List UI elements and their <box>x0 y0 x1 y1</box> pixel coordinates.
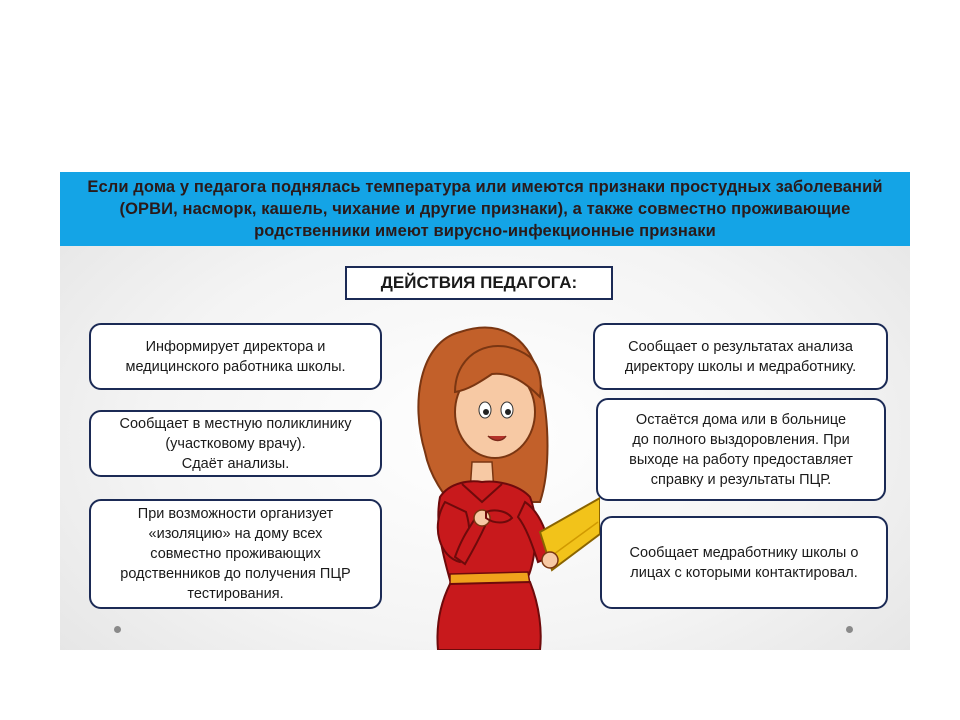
hand-right <box>542 552 558 568</box>
skirt <box>438 582 541 650</box>
banner <box>60 172 910 246</box>
decor-dot-right <box>846 626 853 633</box>
banner-text: Если дома у педагога поднялась температура или имеются признаки простудных заболеваний (ОРВИ, насморк, кашель, чихание и другие признаки), а также совместно проживающие родственники имеют вирусно-инфекционные признаки <box>87 178 883 240</box>
card-inform-director: Информирует директора и медицинского работника школы. <box>89 323 382 390</box>
teacher-illustration <box>400 312 600 650</box>
card-report-results: Сообщает о результатах анализа директору школы и медработнику. <box>593 323 888 390</box>
slide <box>60 172 910 650</box>
decor-dot-left <box>114 626 121 633</box>
card-stay-home: Остаётся дома или в больнице до полного выздоровления. При выходе на работу предоставляет справку и результаты ПЦР. <box>596 398 886 501</box>
card-polyclinic: Сообщает в местную поликлинику (участковому врачу). Сдаёт анализы. <box>89 410 382 477</box>
page-title: ДЕЙСТВИЯ ПЕДАГОГА: <box>345 266 613 300</box>
card-contacts: Сообщает медработнику школы о лицах с которыми контактировал. <box>600 516 888 609</box>
card-isolation: При возможности организует «изоляцию» на дому всех совместно проживающих родственников до получения ПЦР тестирования. <box>89 499 382 609</box>
